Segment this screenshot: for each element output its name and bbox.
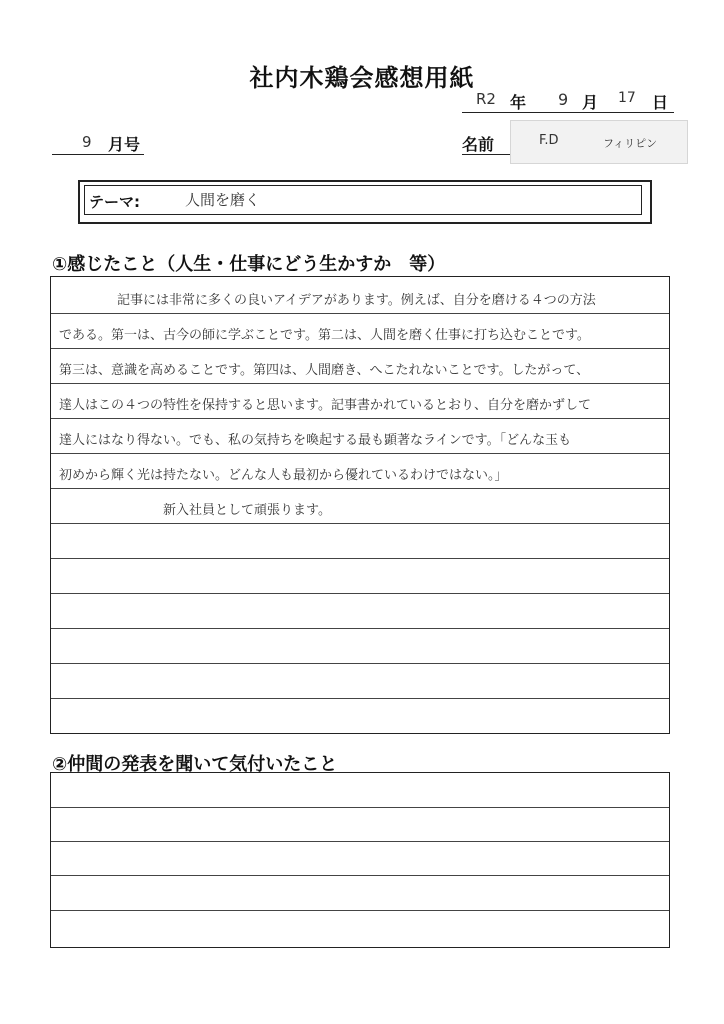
theme-box [84, 185, 642, 215]
theme-value: 人間を磨く [185, 191, 261, 209]
name-initials: F.D [539, 133, 559, 148]
section2-lined-area [50, 772, 670, 948]
section1-line-6: 初めから輝く光は持たない。どんな人も最初から優れているわけではない。」 [59, 468, 508, 483]
section1-line-3: 第三は、意識を高めることです。第四は、人間磨き、へこたれないことです。したがって、 [59, 363, 590, 378]
section1-line-1: 記事には非常に多くの良いアイデアがあります。例えば、自分を磨ける４つの方法 [117, 293, 596, 308]
theme-label: テーマ: [89, 193, 140, 211]
name-field [510, 120, 688, 164]
section1-lined-area [50, 276, 670, 734]
month-label: 月 [582, 93, 599, 112]
form-title: 社内木鶏会感想用紙 [249, 64, 475, 92]
date-era: R2 [476, 90, 496, 108]
name-label: 名前 [462, 132, 510, 155]
name-kana: フィリピン [603, 137, 658, 150]
issue-month-label: 月号 [108, 135, 141, 154]
issue-month-value: 9 [82, 133, 92, 151]
section1-line-7: 新入社員として頑張ります。 [163, 503, 331, 518]
date-month: 9 [558, 90, 569, 109]
day-label: 日 [652, 93, 669, 112]
section1-line-2: である。第一は、古今の師に学ぶことです。第二は、人間を磨く仕事に打ち込むことです。 [59, 328, 590, 343]
issue-month-field [52, 132, 144, 155]
date-field [462, 88, 674, 113]
section1-title: ①感じたこと（人生・仕事にどう生かすか 等） [52, 254, 446, 275]
year-label: 年 [510, 93, 527, 112]
section1-line-5: 達人にはなり得ない。でも、私の気持ちを喚起する最も顕著なラインです。「どんな玉も [59, 433, 572, 448]
date-day: 17 [618, 90, 636, 106]
section2-title: ②仲間の発表を聞いて気付いたこと [52, 754, 338, 775]
section1-line-4: 達人はこの４つの特性を保持すると思います。記事書かれているとおり、自分を磨かずして [59, 398, 591, 413]
